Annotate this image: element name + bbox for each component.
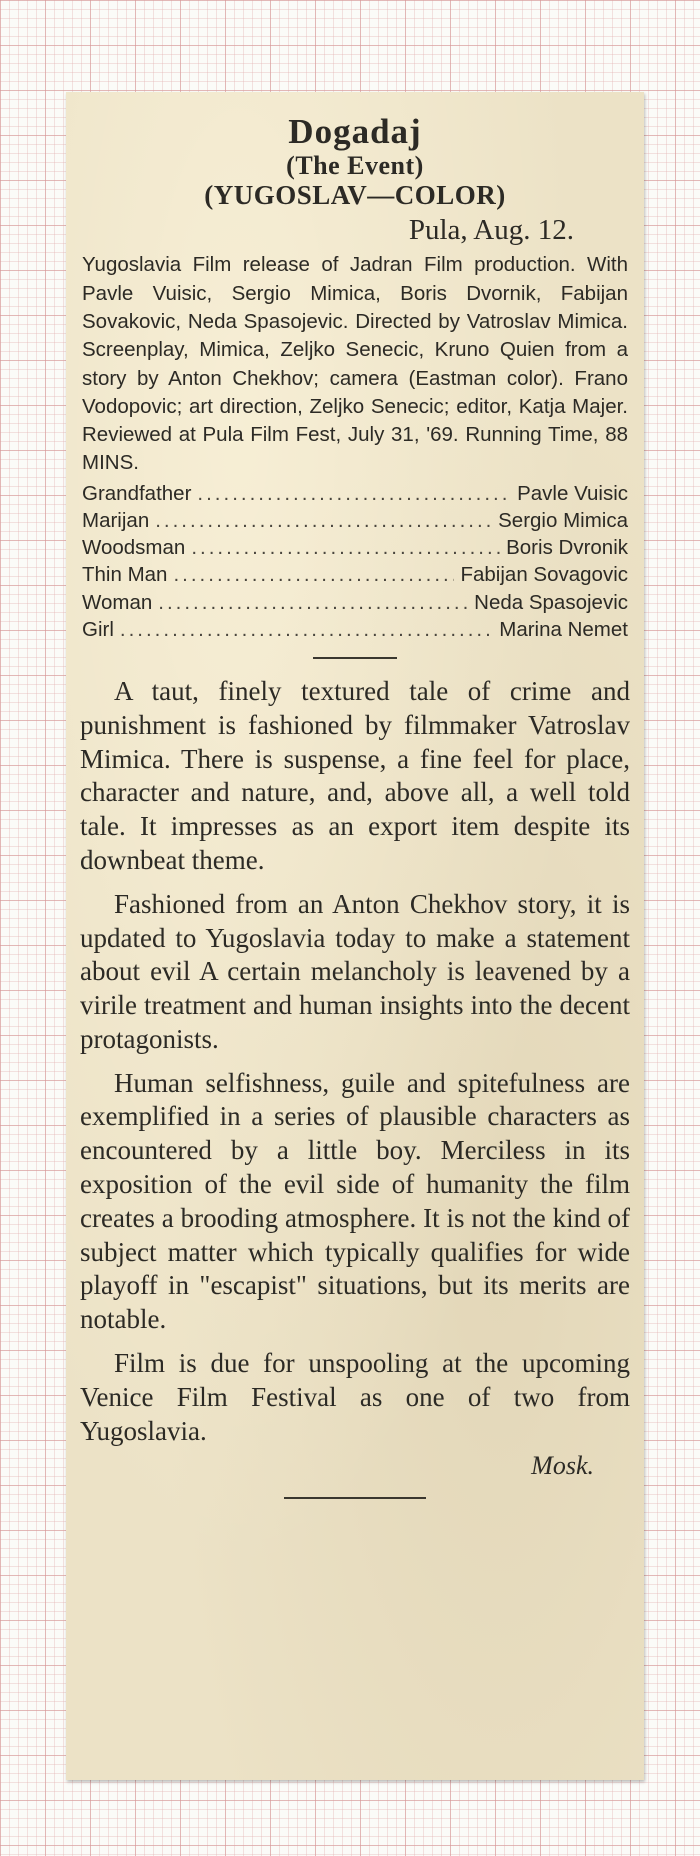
cast-role: Woman (82, 590, 153, 614)
review-paragraph: Fashioned from an Anton Chekhov story, it is updated to Yugoslavia today to make a statement about evil A certain melancholy is leavened by a virile treatment and human insights into the decent protagonists. (80, 888, 630, 1054)
cast-row (82, 534, 628, 561)
review-paragraph: Human selfishness, guile and spitefulness are exemplified in a series of plausible characters as encountered by a little boy. Merciless in its exposition of the evil side of humanity the film creates a brooding atmosphere. It is not the kind of subject matter which typically qualifies for wide playoff in "escapist" situations, but its merits are notable. (80, 1067, 630, 1335)
cast-actor: Neda Spasojevic (474, 590, 628, 614)
review-translation: (The Event) (286, 151, 424, 181)
cast-role: Grandfather (82, 481, 192, 505)
cast-row (82, 480, 628, 507)
section-divider (313, 657, 397, 659)
cast-actor: Pavle Vuisic (517, 481, 628, 505)
cast-actor: Boris Dvronik (506, 536, 628, 560)
end-divider (284, 1497, 426, 1499)
leader-dots (173, 561, 454, 588)
cast-row (82, 507, 628, 534)
cast-role: Girl (82, 617, 114, 641)
leader-dots (120, 616, 493, 643)
review-paragraph: Film is due for unspooling at the upcoming Venice Film Festival as one of two from Yugoslavia. (80, 1348, 630, 1446)
dateline: Pula, Aug. 12. (408, 213, 574, 246)
cast-actor: Sergio Mimica (498, 508, 628, 532)
cast-list (78, 480, 632, 643)
leader-dots (158, 589, 468, 616)
newspaper-clipping (66, 92, 644, 1780)
cast-row (82, 561, 628, 588)
cast-actor: Fabijan Sovagovic (460, 563, 628, 587)
leader-dots (191, 534, 500, 561)
cast-role: Thin Man (82, 563, 168, 587)
cast-role: Woodsman (82, 536, 186, 560)
review-origin: (YUGOSLAV—COLOR) (204, 180, 506, 211)
cast-row (82, 589, 628, 616)
reviewer-signature: Mosk. (531, 1451, 594, 1481)
credits-block: Yugoslavia Film release of Jadran Film production. With Pavle Vuisic, Sergio Mimica, Boris Dvornik, Fabijan Sovakovic, Neda Spasojevic. Directed by Vatroslav Mimica. Screenplay, Mimica, Zeljko Senecic, Kruno Quien from a story by Anton Chekhov; camera (Eastman color). Frano Vodopovic; art direction, Zeljko Senecic; editor, Katja Majer. Reviewed at Pula Film Fest, July 31, '69. Running Time, 88 MINS. (82, 253, 628, 475)
cast-actor: Marina Nemet (499, 617, 628, 641)
cast-role: Marijan (82, 508, 150, 532)
review-title: Dogadaj (288, 112, 422, 151)
cast-row (82, 616, 628, 643)
leader-dots (155, 507, 492, 534)
leader-dots (197, 480, 511, 507)
review-paragraph: A taut, finely textured tale of crime and punishment is fashioned by filmmaker Vatroslav Mimica. There is suspense, a fine feel for place, character and nature, and, above all, a well told tale. It impresses as an export item despite its downbeat theme. (80, 675, 630, 875)
